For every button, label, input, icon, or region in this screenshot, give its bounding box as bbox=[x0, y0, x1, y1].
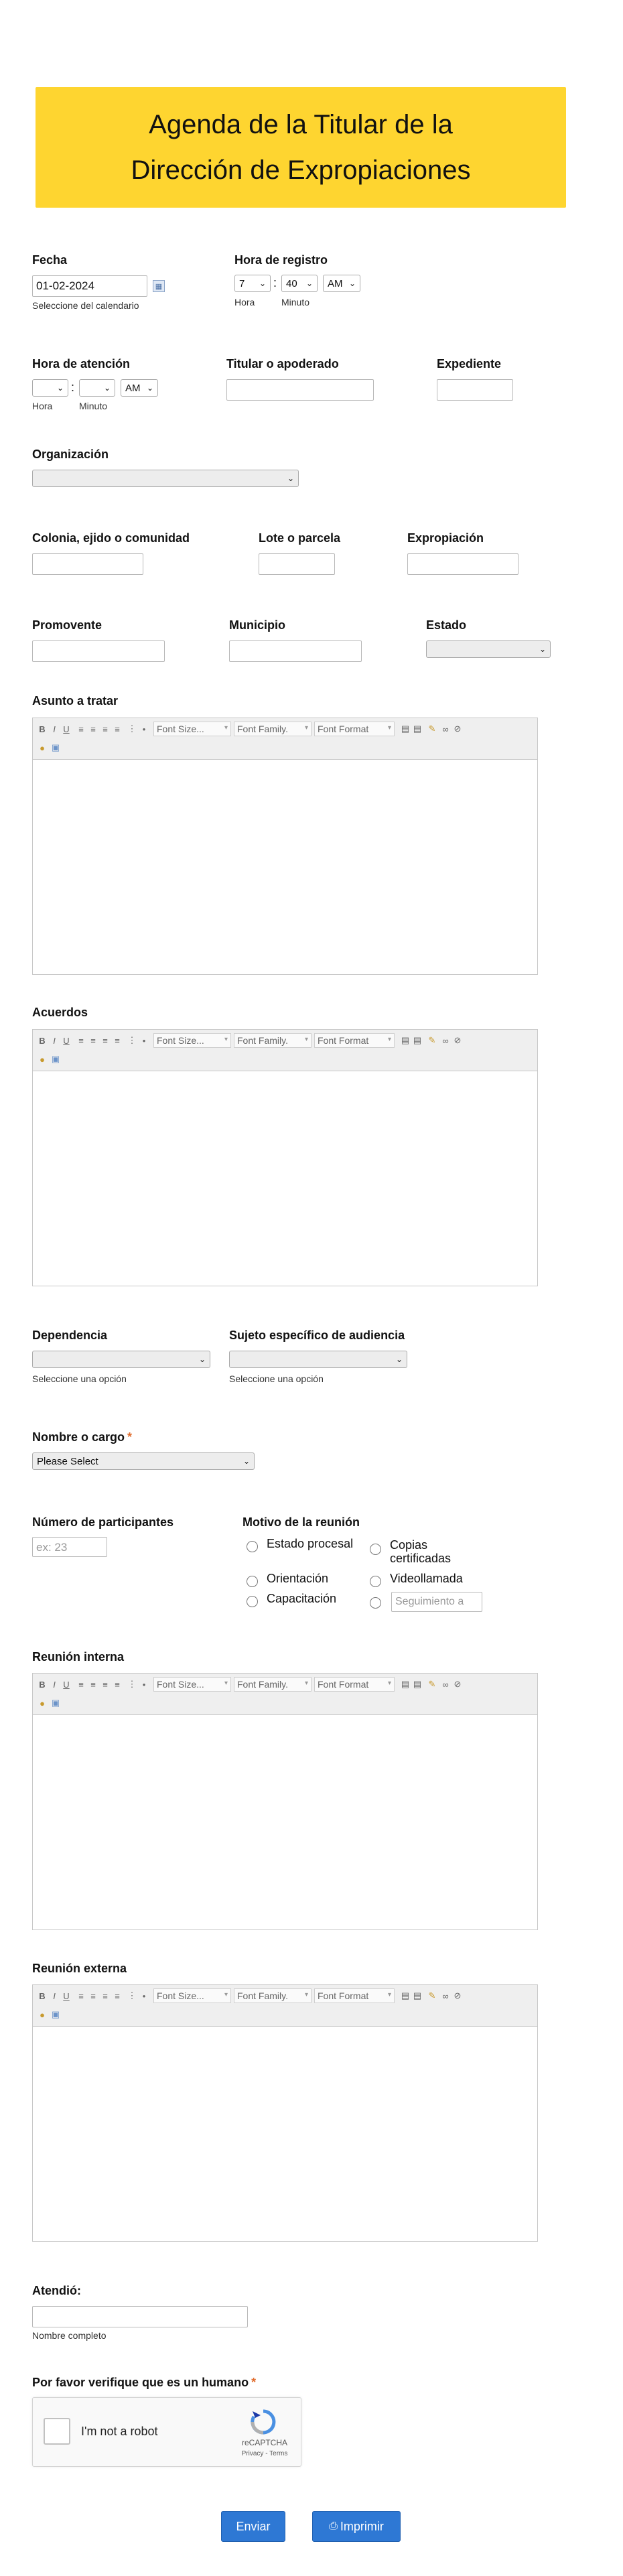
dependencia-label: Dependencia bbox=[32, 1329, 108, 1342]
hora-registro-minute-select[interactable] bbox=[281, 275, 318, 292]
font-size-label: Font Size... bbox=[157, 1035, 204, 1046]
font-family-dropdown[interactable] bbox=[234, 722, 312, 736]
italic-icon[interactable]: I bbox=[53, 1035, 56, 1046]
font-size-label: Font Size... bbox=[157, 1990, 204, 2001]
time-separator: : bbox=[273, 276, 277, 289]
printer-icon: ⎙ bbox=[329, 2520, 338, 2532]
titular-input[interactable] bbox=[226, 379, 374, 401]
hora-registro-hour-value: 7 bbox=[239, 277, 245, 289]
acuerdos-editor[interactable] bbox=[32, 1029, 538, 1286]
atendio-label: Atendió: bbox=[32, 2284, 81, 2297]
underline-icon[interactable]: U bbox=[63, 1035, 70, 1046]
link-icon[interactable]: ∞ bbox=[442, 724, 449, 734]
chevron-down-icon: ▾ bbox=[304, 1991, 308, 1998]
underline-icon[interactable]: U bbox=[63, 1679, 70, 1690]
align-justify-icon[interactable]: ≡ bbox=[115, 1679, 120, 1690]
hora-atencion-hour-select[interactable] bbox=[32, 379, 68, 397]
minuto-sublabel: Minuto bbox=[281, 297, 310, 308]
unordered-list-icon[interactable]: • bbox=[142, 724, 146, 734]
italic-icon[interactable]: I bbox=[53, 724, 56, 734]
link-icon[interactable]: ∞ bbox=[442, 1035, 449, 1046]
recaptcha-logo-icon bbox=[249, 2409, 278, 2435]
form-title-line-2: Dirección de Expropiaciones bbox=[131, 155, 471, 185]
nombre-cargo-text: Nombre o cargo bbox=[32, 1430, 125, 1444]
expropiacion-input[interactable] bbox=[407, 553, 518, 575]
motivo-other-placeholder: Seguimiento a bbox=[395, 1596, 464, 1607]
colonia-input[interactable] bbox=[32, 553, 143, 575]
align-center-icon[interactable]: ≡ bbox=[90, 724, 96, 734]
underline-icon[interactable]: U bbox=[63, 724, 70, 734]
chevron-down-icon: ▾ bbox=[224, 1991, 228, 1998]
editor-toolbar bbox=[33, 1985, 537, 2027]
hora-sublabel: Hora bbox=[234, 297, 255, 308]
align-right-icon[interactable]: ≡ bbox=[102, 724, 108, 734]
hora-registro-hour-select[interactable] bbox=[234, 275, 271, 292]
image-icon[interactable]: ▣ bbox=[51, 1054, 60, 1064]
recaptcha-widget bbox=[32, 2397, 301, 2467]
unlink-icon[interactable]: ⊘ bbox=[454, 1035, 462, 1045]
align-center-icon[interactable]: ≡ bbox=[90, 1035, 96, 1046]
dependencia-sublabel: Seleccione una opción bbox=[32, 1373, 127, 1384]
chevron-down-icon: ▾ bbox=[387, 1991, 391, 1998]
bold-icon[interactable]: B bbox=[39, 724, 46, 734]
font-format-dropdown[interactable] bbox=[314, 1988, 395, 2003]
unordered-list-icon[interactable]: • bbox=[142, 1679, 146, 1690]
chevron-down-icon: ⌄ bbox=[395, 1355, 403, 1364]
reunion-interna-editor[interactable] bbox=[32, 1673, 538, 1930]
fecha-input[interactable]: 01-02-2024 bbox=[32, 275, 147, 297]
motivo-radio-capacitacion[interactable] bbox=[247, 1596, 258, 1607]
indent-icon[interactable]: ▤ bbox=[401, 1990, 410, 2001]
lote-label: Lote o parcela bbox=[259, 531, 341, 545]
font-family-dropdown[interactable] bbox=[234, 1677, 312, 1692]
indent-icon[interactable]: ▤ bbox=[401, 724, 410, 734]
chevron-down-icon: ▾ bbox=[304, 1680, 308, 1687]
chevron-down-icon: ⌄ bbox=[103, 383, 111, 393]
font-format-label: Font Format bbox=[318, 1990, 369, 2001]
indent-icon[interactable]: ▤ bbox=[401, 1679, 410, 1689]
font-size-dropdown[interactable] bbox=[153, 722, 231, 736]
indent-icon[interactable]: ▤ bbox=[401, 1035, 410, 1045]
font-size-label: Font Size... bbox=[157, 724, 204, 734]
form-title-line-1: Agenda de la Titular de la bbox=[149, 110, 453, 139]
font-format-dropdown[interactable] bbox=[314, 1677, 395, 1692]
align-left-icon[interactable]: ≡ bbox=[78, 1990, 84, 2001]
outdent-icon[interactable]: ▤ bbox=[413, 724, 422, 734]
font-format-dropdown[interactable] bbox=[314, 722, 395, 736]
unlink-icon[interactable]: ⊘ bbox=[454, 1990, 462, 2001]
reunion-externa-label: Reunión externa bbox=[32, 1962, 127, 1975]
chevron-down-icon: ▾ bbox=[387, 724, 391, 732]
chevron-down-icon: ⌄ bbox=[305, 279, 313, 288]
sujeto-sublabel: Seleccione una opción bbox=[229, 1373, 324, 1384]
chevron-down-icon: ⌄ bbox=[198, 1355, 206, 1364]
align-left-icon[interactable]: ≡ bbox=[78, 1035, 84, 1046]
calendar-icon[interactable]: ▦ bbox=[153, 280, 165, 292]
motivo-radio-orientacion[interactable] bbox=[247, 1576, 258, 1587]
motivo-other-input[interactable] bbox=[391, 1592, 482, 1612]
outdent-icon[interactable]: ▤ bbox=[413, 1035, 422, 1045]
recaptcha-links[interactable]: Privacy - Terms bbox=[241, 2450, 288, 2457]
reunion-interna-label: Reunión interna bbox=[32, 1650, 125, 1664]
recaptcha-brand: reCAPTCHA bbox=[241, 2438, 287, 2447]
image-icon[interactable]: ▣ bbox=[51, 1698, 60, 1708]
editor-toolbar bbox=[33, 1674, 537, 1715]
font-size-dropdown[interactable] bbox=[153, 1033, 231, 1048]
align-right-icon[interactable]: ≡ bbox=[102, 1990, 108, 2001]
chevron-down-icon: ▾ bbox=[224, 1680, 228, 1687]
italic-icon[interactable]: I bbox=[53, 1990, 56, 2001]
align-left-icon[interactable]: ≡ bbox=[78, 1679, 84, 1690]
editor-toolbar bbox=[33, 718, 537, 760]
motivo-option-label: Copias certificadas bbox=[390, 1538, 452, 1565]
ordered-list-icon[interactable]: ⋮ bbox=[127, 1035, 137, 1045]
color-icon[interactable]: ● bbox=[40, 1698, 45, 1708]
outdent-icon[interactable]: ▤ bbox=[413, 1679, 422, 1689]
color-icon[interactable]: ● bbox=[40, 1054, 45, 1065]
font-format-dropdown[interactable] bbox=[314, 1033, 395, 1048]
estado-label: Estado bbox=[426, 618, 467, 632]
lote-input[interactable] bbox=[259, 553, 335, 575]
participantes-input[interactable] bbox=[32, 1537, 107, 1557]
hora-registro-ampm-select[interactable] bbox=[323, 275, 360, 292]
chevron-down-icon: ⌄ bbox=[348, 279, 356, 288]
align-center-icon[interactable]: ≡ bbox=[90, 1679, 96, 1690]
color-icon[interactable]: ● bbox=[40, 742, 45, 753]
link-icon[interactable]: ∞ bbox=[442, 1990, 449, 2001]
hora-atencion-minute-select[interactable] bbox=[79, 379, 115, 397]
font-format-label: Font Format bbox=[318, 1679, 369, 1690]
chevron-down-icon: ⌄ bbox=[56, 383, 64, 393]
outdent-icon[interactable]: ▤ bbox=[413, 1990, 422, 2001]
dependencia-select[interactable] bbox=[32, 1351, 210, 1368]
nombre-cargo-select[interactable] bbox=[32, 1452, 255, 1470]
highlight-icon[interactable]: ✎ bbox=[428, 1990, 436, 2001]
font-format-label: Font Format bbox=[318, 724, 369, 734]
chevron-down-icon: ▾ bbox=[304, 724, 308, 732]
motivo-option-label: Videollamada bbox=[390, 1572, 463, 1585]
time-separator: : bbox=[71, 381, 75, 394]
asunto-label: Asunto a tratar bbox=[32, 694, 119, 707]
acuerdos-label: Acuerdos bbox=[32, 1006, 88, 1019]
image-icon[interactable]: ▣ bbox=[51, 742, 60, 752]
bold-icon[interactable]: B bbox=[39, 1035, 46, 1046]
print-button[interactable] bbox=[312, 2511, 401, 2542]
captcha-label bbox=[32, 2376, 256, 2390]
link-icon[interactable]: ∞ bbox=[442, 1679, 449, 1690]
atendio-input[interactable] bbox=[32, 2306, 248, 2327]
captcha-label-text: Por favor verifique que es un humano bbox=[32, 2376, 249, 2389]
organizacion-select[interactable] bbox=[32, 470, 299, 487]
font-family-label: Font Family. bbox=[237, 1035, 288, 1046]
minuto-sublabel: Minuto bbox=[79, 401, 108, 411]
chevron-down-icon: ⌄ bbox=[287, 474, 294, 483]
expropiacion-label: Expropiación bbox=[407, 531, 484, 545]
sujeto-select[interactable] bbox=[229, 1351, 407, 1368]
motivo-radio-copias-certificadas[interactable] bbox=[370, 1544, 381, 1555]
align-right-icon[interactable]: ≡ bbox=[102, 1679, 108, 1690]
chevron-down-icon: ▾ bbox=[224, 724, 228, 732]
fecha-label: Fecha bbox=[32, 253, 68, 267]
align-justify-icon[interactable]: ≡ bbox=[115, 724, 120, 734]
chevron-down-icon: ⌄ bbox=[259, 279, 266, 288]
nombre-cargo-label bbox=[32, 1430, 132, 1444]
editor-toolbar bbox=[33, 1030, 537, 1071]
motivo-option-label: Capacitación bbox=[267, 1592, 337, 1605]
font-family-label: Font Family. bbox=[237, 724, 288, 734]
align-right-icon[interactable]: ≡ bbox=[102, 1035, 108, 1046]
motivo-radio-estado-procesal[interactable] bbox=[247, 1541, 258, 1552]
ordered-list-icon[interactable]: ⋮ bbox=[127, 724, 137, 734]
unlink-icon[interactable]: ⊘ bbox=[454, 724, 462, 734]
hora-registro-ampm-value: AM bbox=[328, 277, 343, 289]
color-icon[interactable]: ● bbox=[40, 2009, 45, 2020]
chevron-down-icon: ⌄ bbox=[146, 383, 153, 393]
recaptcha-text: I'm not a robot bbox=[81, 2425, 158, 2438]
participantes-label: Número de participantes bbox=[32, 1515, 174, 1529]
font-family-label: Font Family. bbox=[237, 1990, 288, 2001]
motivo-label: Motivo de la reunión bbox=[243, 1515, 360, 1529]
font-family-dropdown[interactable] bbox=[234, 1988, 312, 2003]
chevron-down-icon: ⌄ bbox=[539, 645, 546, 654]
form-header bbox=[36, 87, 566, 208]
highlight-icon[interactable]: ✎ bbox=[428, 1035, 436, 1045]
font-size-dropdown[interactable] bbox=[153, 1988, 231, 2003]
motivo-option-label: Estado procesal bbox=[267, 1537, 354, 1550]
bold-icon[interactable]: B bbox=[39, 1679, 46, 1690]
unordered-list-icon[interactable]: • bbox=[142, 1990, 146, 2001]
titular-label: Titular o apoderado bbox=[226, 357, 339, 370]
font-format-label: Font Format bbox=[318, 1035, 369, 1046]
sujeto-label: Sujeto específico de audiencia bbox=[229, 1329, 405, 1342]
image-icon[interactable]: ▣ bbox=[51, 2009, 60, 2019]
ordered-list-icon[interactable]: ⋮ bbox=[127, 1990, 137, 2001]
font-family-label: Font Family. bbox=[237, 1679, 288, 1690]
motivo-radio-other[interactable] bbox=[370, 1597, 381, 1609]
asunto-editor[interactable] bbox=[32, 718, 538, 975]
font-family-dropdown[interactable] bbox=[234, 1033, 312, 1048]
participantes-placeholder: ex: 23 bbox=[36, 1541, 68, 1554]
organizacion-label: Organización bbox=[32, 448, 109, 461]
highlight-icon[interactable]: ✎ bbox=[428, 1679, 436, 1689]
municipio-label: Municipio bbox=[229, 618, 285, 632]
chevron-down-icon: ▾ bbox=[304, 1036, 308, 1043]
promovente-input[interactable] bbox=[32, 640, 165, 662]
hora-registro-minute-value: 40 bbox=[286, 277, 297, 289]
promovente-label: Promovente bbox=[32, 618, 102, 632]
ordered-list-icon[interactable]: ⋮ bbox=[127, 1679, 137, 1689]
expediente-input[interactable] bbox=[437, 379, 513, 401]
reunion-externa-editor[interactable] bbox=[32, 1984, 538, 2242]
chevron-down-icon: ▾ bbox=[387, 1680, 391, 1687]
motivo-radio-videollamada[interactable] bbox=[370, 1576, 381, 1587]
align-center-icon[interactable]: ≡ bbox=[90, 1990, 96, 2001]
motivo-option-label: Orientación bbox=[267, 1572, 329, 1585]
font-size-dropdown[interactable] bbox=[153, 1677, 231, 1692]
nombre-cargo-value: Please Select bbox=[37, 1455, 98, 1467]
align-justify-icon[interactable]: ≡ bbox=[115, 1990, 120, 2001]
municipio-input[interactable] bbox=[229, 640, 362, 662]
required-asterisk: * bbox=[127, 1430, 133, 1444]
unordered-list-icon[interactable]: • bbox=[142, 1035, 146, 1046]
italic-icon[interactable]: I bbox=[53, 1679, 56, 1690]
bold-icon[interactable]: B bbox=[39, 1990, 46, 2001]
fecha-sublabel: Seleccione del calendario bbox=[32, 300, 139, 311]
expediente-label: Expediente bbox=[437, 357, 502, 370]
estado-select[interactable] bbox=[426, 640, 551, 658]
print-button-label: Imprimir bbox=[340, 2519, 384, 2533]
underline-icon[interactable]: U bbox=[63, 1990, 70, 2001]
colonia-label: Colonia, ejido o comunidad bbox=[32, 531, 190, 545]
hora-atencion-label: Hora de atención bbox=[32, 357, 131, 370]
font-size-label: Font Size... bbox=[157, 1679, 204, 1690]
align-justify-icon[interactable]: ≡ bbox=[115, 1035, 120, 1046]
unlink-icon[interactable]: ⊘ bbox=[454, 1679, 462, 1689]
hora-sublabel: Hora bbox=[32, 401, 53, 411]
submit-button[interactable]: Enviar bbox=[221, 2511, 285, 2542]
chevron-down-icon: ▾ bbox=[387, 1036, 391, 1043]
align-left-icon[interactable]: ≡ bbox=[78, 724, 84, 734]
atendio-sublabel: Nombre completo bbox=[32, 2330, 107, 2341]
chevron-down-icon: ⌄ bbox=[243, 1456, 250, 1466]
recaptcha-checkbox[interactable] bbox=[44, 2418, 70, 2445]
chevron-down-icon: ▾ bbox=[224, 1036, 228, 1043]
required-asterisk: * bbox=[251, 2376, 257, 2389]
hora-registro-label: Hora de registro bbox=[234, 253, 328, 267]
hora-atencion-ampm-select[interactable] bbox=[121, 379, 158, 397]
hora-atencion-ampm-value: AM bbox=[125, 382, 141, 394]
highlight-icon[interactable]: ✎ bbox=[428, 724, 436, 734]
